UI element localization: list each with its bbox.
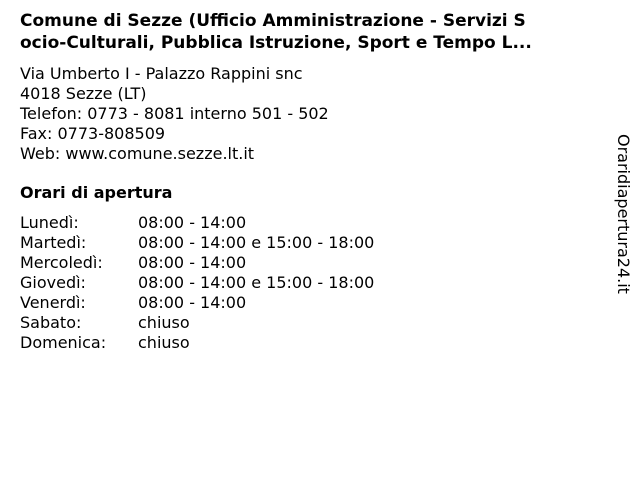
day-label: Venerdì:: [20, 293, 86, 312]
hours-row-wednesday: [20, 253, 374, 273]
opening-hours-table: [20, 213, 374, 353]
hours-row-thursday: [20, 273, 374, 293]
opening-hours-heading: Orari di apertura: [20, 183, 173, 202]
contact-details: [20, 64, 329, 164]
business-title: [20, 10, 620, 54]
day-label: Martedì:: [20, 233, 87, 252]
hours-row-saturday: [20, 313, 374, 333]
hours-value: chiuso: [138, 313, 190, 332]
postal-city: 4018 Sezze (LT): [20, 84, 147, 103]
hours-row-monday: [20, 213, 374, 233]
hours-value: 08:00 - 14:00: [138, 213, 247, 232]
day-label: Domenica:: [20, 333, 107, 352]
hours-value: 08:00 - 14:00: [138, 293, 247, 312]
phone-number: Telefon: 0773 - 8081 interno 501 - 502: [20, 104, 329, 123]
hours-row-friday: [20, 293, 374, 313]
business-title-line-2: ocio-Culturali, Pubblica Istruzione, Sport e Tempo L...: [20, 33, 532, 53]
hours-row-sunday: [20, 333, 374, 353]
hours-value: 08:00 - 14:00 e 15:00 - 18:00: [138, 233, 375, 252]
day-label: Mercoledì:: [20, 253, 103, 272]
hours-value: 08:00 - 14:00: [138, 253, 247, 272]
website: Web: www.comune.sezze.lt.it: [20, 144, 255, 163]
hours-value: 08:00 - 14:00 e 15:00 - 18:00: [138, 273, 375, 292]
day-label: Giovedì:: [20, 273, 86, 292]
business-title-line-1: Comune di Sezze (Ufficio Amministrazione - Servizi S: [20, 11, 526, 31]
fax-number: Fax: 0773-808509: [20, 124, 166, 143]
day-label: Lunedì:: [20, 213, 79, 232]
street-address: Via Umberto I - Palazzo Rappini snc: [20, 64, 303, 83]
site-brand-watermark: Oraridiapertura24.it: [614, 134, 633, 294]
hours-row-tuesday: [20, 233, 374, 253]
day-label: Sabato:: [20, 313, 82, 332]
hours-value: chiuso: [138, 333, 190, 352]
